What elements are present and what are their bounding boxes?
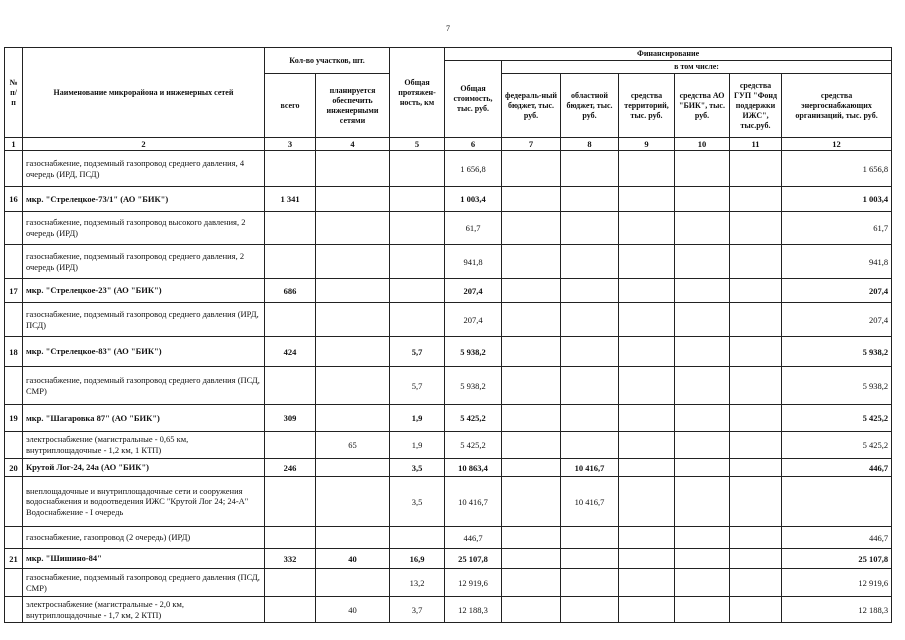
gup-cell <box>730 597 782 623</box>
table-row <box>5 597 892 623</box>
row-number: 18 <box>5 337 23 367</box>
energy-cell <box>782 477 892 527</box>
plots-planned-cell <box>316 459 390 477</box>
gup-cell <box>730 212 782 245</box>
plots-total-cell: 424 <box>265 337 316 367</box>
table-row <box>5 432 892 459</box>
row-number: 17 <box>5 279 23 303</box>
bik-cell <box>675 187 730 212</box>
bik-cell <box>675 212 730 245</box>
total-cost-cell: 10 863,4 <box>445 459 502 477</box>
plots-planned-cell <box>316 303 390 337</box>
territory-cell <box>619 432 675 459</box>
energy-cell: 12 919,6 <box>782 569 892 597</box>
length-cell: 16,9 <box>390 549 445 569</box>
table-row <box>5 549 892 569</box>
length-cell: 3,5 <box>390 477 445 527</box>
energy-cell: 5 425,2 <box>782 405 892 432</box>
gup-cell <box>730 405 782 432</box>
plots-total-cell: 1 341 <box>265 187 316 212</box>
total-cost-cell: 5 938,2 <box>445 367 502 405</box>
total-cost-cell: 61,7 <box>445 212 502 245</box>
length-cell: 5,7 <box>390 337 445 367</box>
financing-table <box>4 47 892 623</box>
header-name: Наименование микрорайона и инженерных сетей <box>23 48 265 138</box>
row-name: Крутой Лог-24, 24а (АО "БИК") <box>23 459 265 477</box>
federal-cell <box>502 569 561 597</box>
column-number: 11 <box>730 138 782 151</box>
regional-cell <box>561 367 619 405</box>
row-name: мкр. "Шагаровка 87" (АО "БИК") <box>23 405 265 432</box>
row-name: газоснабжение, подземный газопровод среднего давления, 2 очередь (ИРД) <box>23 245 265 279</box>
regional-cell <box>561 151 619 187</box>
plots-planned-cell <box>316 405 390 432</box>
column-number: 1 <box>5 138 23 151</box>
total-cost-cell: 10 416,7 <box>445 477 502 527</box>
regional-cell <box>561 279 619 303</box>
plots-total-cell <box>265 432 316 459</box>
length-cell: 3,7 <box>390 597 445 623</box>
bik-cell <box>675 569 730 597</box>
table-row <box>5 337 892 367</box>
regional-cell <box>561 549 619 569</box>
row-name: мкр. "Стрелецкое-23" (АО "БИК") <box>23 279 265 303</box>
row-name: газоснабжение, газопровод (2 очередь) (ИРД) <box>23 527 265 549</box>
gup-cell <box>730 337 782 367</box>
header-plots: Кол-во участков, шт. <box>265 48 390 74</box>
gup-cell <box>730 245 782 279</box>
federal-cell <box>502 187 561 212</box>
territory-cell <box>619 367 675 405</box>
regional-cell <box>561 597 619 623</box>
plots-total-cell: 309 <box>265 405 316 432</box>
plots-planned-cell: 65 <box>316 432 390 459</box>
table-row <box>5 212 892 245</box>
header-regional: областной бюджет, тыс. руб. <box>561 74 619 138</box>
row-name: мкр. "Стрелецкое-83" (АО "БИК") <box>23 337 265 367</box>
header-gup: средства ГУП "Фонд поддержки ИЖС", тыс.руб. <box>730 74 782 138</box>
plots-total-cell <box>265 477 316 527</box>
gup-cell <box>730 187 782 212</box>
plots-total-cell <box>265 245 316 279</box>
federal-cell <box>502 549 561 569</box>
energy-cell: 207,4 <box>782 303 892 337</box>
plots-planned-cell <box>316 187 390 212</box>
gup-cell <box>730 432 782 459</box>
bik-cell <box>675 367 730 405</box>
bik-cell <box>675 245 730 279</box>
federal-cell <box>502 212 561 245</box>
total-cost-cell: 207,4 <box>445 279 502 303</box>
plots-planned-cell <box>316 477 390 527</box>
table-row <box>5 279 892 303</box>
row-number <box>5 212 23 245</box>
plots-planned-cell <box>316 245 390 279</box>
gup-cell <box>730 151 782 187</box>
table-row <box>5 367 892 405</box>
regional-cell <box>561 432 619 459</box>
row-name: электроснабжение (магистральные - 2,0 км, внутриплощадочные - 1,7 км, 2 КТП) <box>23 597 265 623</box>
bik-cell <box>675 337 730 367</box>
territory-cell <box>619 245 675 279</box>
energy-cell: 61,7 <box>782 212 892 245</box>
header-energy: средства энергоснабжающих организаций, тыс. руб. <box>782 74 892 138</box>
territory-cell <box>619 549 675 569</box>
federal-cell <box>502 432 561 459</box>
bik-cell <box>675 303 730 337</box>
energy-cell: 1 003,4 <box>782 187 892 212</box>
row-name: мкр. "Шишино-84" <box>23 549 265 569</box>
column-number: 10 <box>675 138 730 151</box>
length-cell <box>390 245 445 279</box>
regional-cell <box>561 212 619 245</box>
gup-cell <box>730 367 782 405</box>
row-number <box>5 569 23 597</box>
gup-cell <box>730 303 782 337</box>
row-number: 19 <box>5 405 23 432</box>
column-number: 2 <box>23 138 265 151</box>
energy-cell: 446,7 <box>782 527 892 549</box>
bik-cell <box>675 432 730 459</box>
column-number: 5 <box>390 138 445 151</box>
territory-cell <box>619 459 675 477</box>
length-cell <box>390 527 445 549</box>
gup-cell <box>730 459 782 477</box>
regional-cell <box>561 303 619 337</box>
territory-cell <box>619 151 675 187</box>
plots-total-cell <box>265 367 316 405</box>
table-row <box>5 477 892 527</box>
plots-planned-cell <box>316 337 390 367</box>
total-cost-cell: 941,8 <box>445 245 502 279</box>
table-row <box>5 527 892 549</box>
row-number <box>5 432 23 459</box>
regional-cell <box>561 337 619 367</box>
energy-cell: 941,8 <box>782 245 892 279</box>
plots-planned-cell <box>316 151 390 187</box>
bik-cell <box>675 527 730 549</box>
length-cell: 13,2 <box>390 569 445 597</box>
energy-cell: 1 656,8 <box>782 151 892 187</box>
plots-total-cell <box>265 569 316 597</box>
length-cell: 1,9 <box>390 405 445 432</box>
bik-cell <box>675 459 730 477</box>
federal-cell <box>502 151 561 187</box>
row-number: 20 <box>5 459 23 477</box>
bik-cell <box>675 597 730 623</box>
federal-cell <box>502 367 561 405</box>
plots-total-cell <box>265 212 316 245</box>
row-number <box>5 303 23 337</box>
total-cost-cell: 12 188,3 <box>445 597 502 623</box>
row-name: газоснабжение, подземный газопровод среднего давления (ПСД, СМР) <box>23 367 265 405</box>
territory-cell <box>619 597 675 623</box>
federal-cell <box>502 597 561 623</box>
column-number: 12 <box>782 138 892 151</box>
territory-cell <box>619 405 675 432</box>
header-length: Общая протяжен-ность, км <box>390 48 445 138</box>
table-row <box>5 569 892 597</box>
column-number: 4 <box>316 138 390 151</box>
table-row <box>5 303 892 337</box>
plots-total-cell: 246 <box>265 459 316 477</box>
total-cost-cell: 446,7 <box>445 527 502 549</box>
plots-total-cell <box>265 303 316 337</box>
federal-cell <box>502 279 561 303</box>
territory-cell <box>619 187 675 212</box>
row-name: газоснабжение, подземный газопровод среднего давления, 4 очередь (ИРД, ПСД) <box>23 151 265 187</box>
row-number <box>5 367 23 405</box>
territory-cell <box>619 212 675 245</box>
federal-cell <box>502 245 561 279</box>
row-number <box>5 477 23 527</box>
territory-cell <box>619 477 675 527</box>
table-row <box>5 151 892 187</box>
regional-cell: 10 416,7 <box>561 459 619 477</box>
federal-cell <box>502 337 561 367</box>
federal-cell <box>502 459 561 477</box>
territory-cell <box>619 279 675 303</box>
row-number <box>5 245 23 279</box>
federal-cell <box>502 405 561 432</box>
row-name: внеплощадочные и внутриплощадочные сети и сооружения водоснабжения и водоотведения ИЖС "Крутой Лог 24; 24-А" Водоснабжение - I очередь <box>23 477 265 527</box>
regional-cell: 10 416,7 <box>561 477 619 527</box>
plots-total-cell: 686 <box>265 279 316 303</box>
length-cell <box>390 212 445 245</box>
bik-cell <box>675 279 730 303</box>
column-number: 6 <box>445 138 502 151</box>
bik-cell <box>675 151 730 187</box>
gup-cell <box>730 279 782 303</box>
plots-total-cell <box>265 597 316 623</box>
energy-cell: 12 188,3 <box>782 597 892 623</box>
column-number: 8 <box>561 138 619 151</box>
total-cost-cell: 5 425,2 <box>445 432 502 459</box>
territory-cell <box>619 569 675 597</box>
header-no: № п/п <box>5 48 23 138</box>
territory-cell <box>619 337 675 367</box>
plots-planned-cell <box>316 527 390 549</box>
length-cell: 5,7 <box>390 367 445 405</box>
total-cost-cell: 207,4 <box>445 303 502 337</box>
row-name: мкр. "Стрелецкое-73/1" (АО "БИК") <box>23 187 265 212</box>
header-territory: средства территорий, тыс. руб. <box>619 74 675 138</box>
bik-cell <box>675 549 730 569</box>
federal-cell <box>502 477 561 527</box>
bik-cell <box>675 477 730 527</box>
table-row <box>5 405 892 432</box>
territory-cell <box>619 527 675 549</box>
row-name: газоснабжение, подземный газопровод среднего давления (ИРД, ПСД) <box>23 303 265 337</box>
length-cell <box>390 303 445 337</box>
header-total-cost: Общая стоимость, тыс. руб. <box>445 61 502 138</box>
row-name: газоснабжение, подземный газопровод высокого давления, 2 очередь (ИРД) <box>23 212 265 245</box>
territory-cell <box>619 303 675 337</box>
energy-cell: 5 938,2 <box>782 337 892 367</box>
plots-planned-cell <box>316 212 390 245</box>
total-cost-cell: 12 919,6 <box>445 569 502 597</box>
plots-planned-cell: 40 <box>316 597 390 623</box>
row-name: газоснабжение, подземный газопровод среднего давления (ПСД, СМР) <box>23 569 265 597</box>
header-financing: Финансирование <box>445 48 892 61</box>
table-row <box>5 459 892 477</box>
header-including: в том числе: <box>502 61 892 74</box>
length-cell: 3,5 <box>390 459 445 477</box>
length-cell <box>390 279 445 303</box>
regional-cell <box>561 405 619 432</box>
energy-cell: 5 425,2 <box>782 432 892 459</box>
row-number: 21 <box>5 549 23 569</box>
regional-cell <box>561 569 619 597</box>
plots-planned-cell <box>316 279 390 303</box>
energy-cell: 207,4 <box>782 279 892 303</box>
header-bik: средства АО "БИК", тыс. руб. <box>675 74 730 138</box>
bik-cell <box>675 405 730 432</box>
table-row <box>5 187 892 212</box>
total-cost-cell: 1 003,4 <box>445 187 502 212</box>
row-number: 16 <box>5 187 23 212</box>
length-cell <box>390 151 445 187</box>
header-federal: федераль-ный бюджет, тыс. руб. <box>502 74 561 138</box>
total-cost-cell: 5 938,2 <box>445 337 502 367</box>
gup-cell <box>730 527 782 549</box>
table-row <box>5 245 892 279</box>
header-plots-total: всего <box>265 74 316 138</box>
row-number <box>5 527 23 549</box>
plots-planned-cell <box>316 367 390 405</box>
row-name: электроснабжение (магистральные - 0,65 км, внутриплощадочные - 1,2 км, 1 КТП) <box>23 432 265 459</box>
length-cell: 1,9 <box>390 432 445 459</box>
federal-cell <box>502 303 561 337</box>
total-cost-cell: 25 107,8 <box>445 549 502 569</box>
column-number: 7 <box>502 138 561 151</box>
column-number: 3 <box>265 138 316 151</box>
federal-cell <box>502 527 561 549</box>
table-body <box>5 151 892 623</box>
length-cell <box>390 187 445 212</box>
total-cost-cell: 1 656,8 <box>445 151 502 187</box>
row-number <box>5 597 23 623</box>
total-cost-cell: 5 425,2 <box>445 405 502 432</box>
regional-cell <box>561 187 619 212</box>
gup-cell <box>730 569 782 597</box>
energy-cell: 446,7 <box>782 459 892 477</box>
header-plots-planned: планируется обеспечить инженерными сетями <box>316 74 390 138</box>
plots-total-cell <box>265 527 316 549</box>
regional-cell <box>561 527 619 549</box>
gup-cell <box>730 549 782 569</box>
energy-cell: 25 107,8 <box>782 549 892 569</box>
column-number: 9 <box>619 138 675 151</box>
gup-cell <box>730 477 782 527</box>
plots-total-cell: 332 <box>265 549 316 569</box>
plots-planned-cell <box>316 569 390 597</box>
plots-planned-cell: 40 <box>316 549 390 569</box>
row-number <box>5 151 23 187</box>
regional-cell <box>561 245 619 279</box>
page-number: 7 <box>446 24 450 33</box>
column-number-row <box>5 138 892 151</box>
energy-cell: 5 938,2 <box>782 367 892 405</box>
plots-total-cell <box>265 151 316 187</box>
